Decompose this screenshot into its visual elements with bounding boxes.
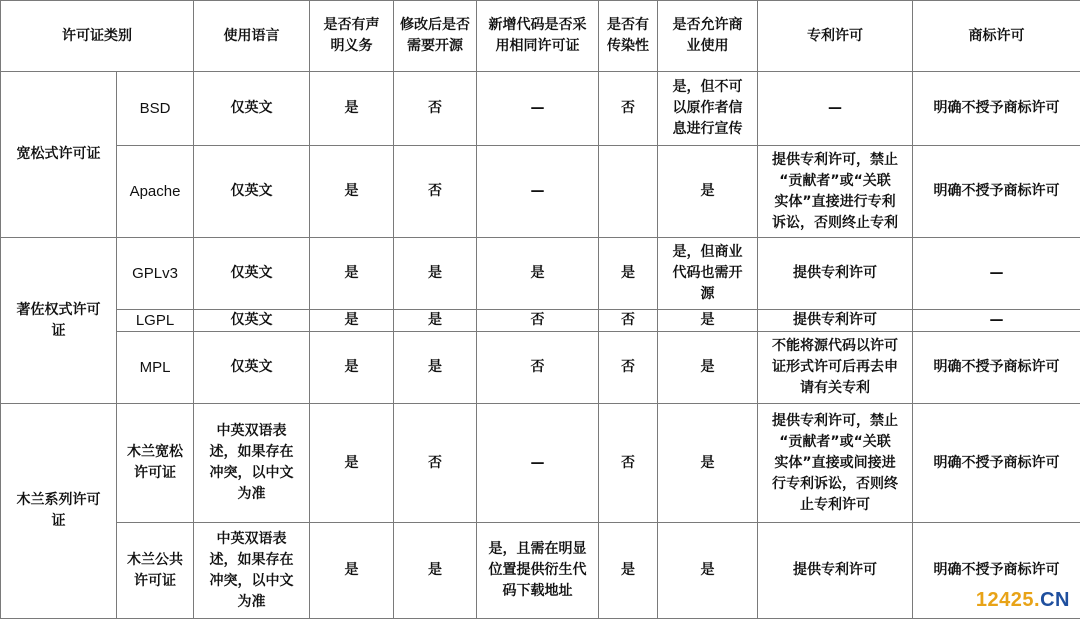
group-label-copyleft: 著佐权式许可 证	[1, 238, 117, 404]
commercial-cell: 是	[658, 146, 758, 238]
open-source-cell: 否	[394, 72, 477, 146]
language-cell: 中英双语表 述，如果存在 冲突，以中文 为准	[194, 523, 310, 619]
language-cell: 仅英文	[194, 332, 310, 404]
license-name: 木兰公共 许可证	[117, 523, 194, 619]
trademark-cell: 明确不授予商标许可	[913, 404, 1080, 523]
group-label-permissive: 宽松式许可证	[1, 72, 117, 238]
open-source-cell: 是	[394, 332, 477, 404]
notice-cell: 是	[310, 72, 394, 146]
watermark-dot: .	[1034, 589, 1041, 611]
same-license-cell: 否	[477, 310, 599, 332]
header-category: 许可证类别	[1, 1, 194, 72]
notice-cell: 是	[310, 146, 394, 238]
trademark-cell: 明确不授予商标许可	[913, 146, 1080, 238]
license-name: BSD	[117, 72, 194, 146]
watermark-digits: 12425	[975, 589, 1035, 611]
language-cell: 仅英文	[194, 310, 310, 332]
header-notice: 是否有声 明义务	[310, 1, 394, 72]
open-source-cell: 是	[394, 523, 477, 619]
patent-cell: 提供专利许可，禁止 “贡献者”或“关联 实体”直接进行专利 诉讼，否则终止专利	[758, 146, 913, 238]
patent-cell: 提供专利许可	[758, 310, 913, 332]
commercial-cell: 是	[658, 404, 758, 523]
patent-cell: 提供专利许可	[758, 523, 913, 619]
commercial-cell: 是，但商业 代码也需开 源	[658, 238, 758, 310]
patent-cell: —	[758, 72, 913, 146]
same-license-cell: 是	[477, 238, 599, 310]
notice-cell: 是	[310, 332, 394, 404]
header-same-license: 新增代码是否采 用相同许可证	[477, 1, 599, 72]
header-contagious: 是否有 传染性	[599, 1, 658, 72]
license-name: GPLv3	[117, 238, 194, 310]
patent-cell: 提供专利许可	[758, 238, 913, 310]
table-row-gplv3	[1, 238, 1080, 310]
site-watermark	[976, 589, 1070, 612]
header-trademark: 商标许可	[913, 1, 1080, 72]
notice-cell: 是	[310, 310, 394, 332]
notice-cell: 是	[310, 523, 394, 619]
patent-cell: 提供专利许可，禁止 “贡献者”或“关联 实体”直接或间接进 行专利诉讼，否则终 止专利许可	[758, 404, 913, 523]
language-cell: 仅英文	[194, 146, 310, 238]
contagious-cell: 是	[599, 523, 658, 619]
trademark-cell: —	[913, 310, 1080, 332]
contagious-cell: 否	[599, 404, 658, 523]
header-language: 使用语言	[194, 1, 310, 72]
trademark-cell: 明确不授予商标许可	[913, 523, 1080, 619]
watermark-tld: CN	[1040, 589, 1070, 611]
same-license-cell: —	[477, 146, 599, 238]
language-cell: 仅英文	[194, 238, 310, 310]
language-cell: 中英双语表 述，如果存在 冲突，以中文 为准	[194, 404, 310, 523]
table-row-mulan-public	[1, 523, 1080, 619]
contagious-cell: 是	[599, 238, 658, 310]
open-source-cell: 否	[394, 404, 477, 523]
table-row-mulan-permissive	[1, 404, 1080, 523]
table-row-bsd	[1, 72, 1080, 146]
open-source-cell: 是	[394, 238, 477, 310]
notice-cell: 是	[310, 238, 394, 310]
same-license-cell: 否	[477, 332, 599, 404]
license-name: Apache	[117, 146, 194, 238]
open-source-cell: 否	[394, 146, 477, 238]
header-patent: 专利许可	[758, 1, 913, 72]
header-row	[1, 1, 1080, 72]
header-open-source: 修改后是否 需要开源	[394, 1, 477, 72]
trademark-cell: —	[913, 238, 1080, 310]
table-row-lgpl	[1, 310, 1080, 332]
same-license-cell: —	[477, 72, 599, 146]
group-label-mulan: 木兰系列许可 证	[1, 404, 117, 619]
license-name: MPL	[117, 332, 194, 404]
same-license-cell: —	[477, 404, 599, 523]
contagious-cell	[599, 146, 658, 238]
patent-cell: 不能将源代码以许可 证形式许可后再去申 请有关专利	[758, 332, 913, 404]
license-name: 木兰宽松 许可证	[117, 404, 194, 523]
contagious-cell: 否	[599, 310, 658, 332]
commercial-cell: 是	[658, 523, 758, 619]
table-row-mpl	[1, 332, 1080, 404]
notice-cell: 是	[310, 404, 394, 523]
open-source-cell: 是	[394, 310, 477, 332]
trademark-cell: 明确不授予商标许可	[913, 72, 1080, 146]
license-name: LGPL	[117, 310, 194, 332]
table-row-apache	[1, 146, 1080, 238]
same-license-cell: 是，且需在明显 位置提供衍生代 码下载地址	[477, 523, 599, 619]
language-cell: 仅英文	[194, 72, 310, 146]
commercial-cell: 是，但不可 以原作者信 息进行宣传	[658, 72, 758, 146]
contagious-cell: 否	[599, 332, 658, 404]
header-commercial: 是否允许商 业使用	[658, 1, 758, 72]
commercial-cell: 是	[658, 310, 758, 332]
trademark-cell: 明确不授予商标许可	[913, 332, 1080, 404]
commercial-cell: 是	[658, 332, 758, 404]
contagious-cell: 否	[599, 72, 658, 146]
